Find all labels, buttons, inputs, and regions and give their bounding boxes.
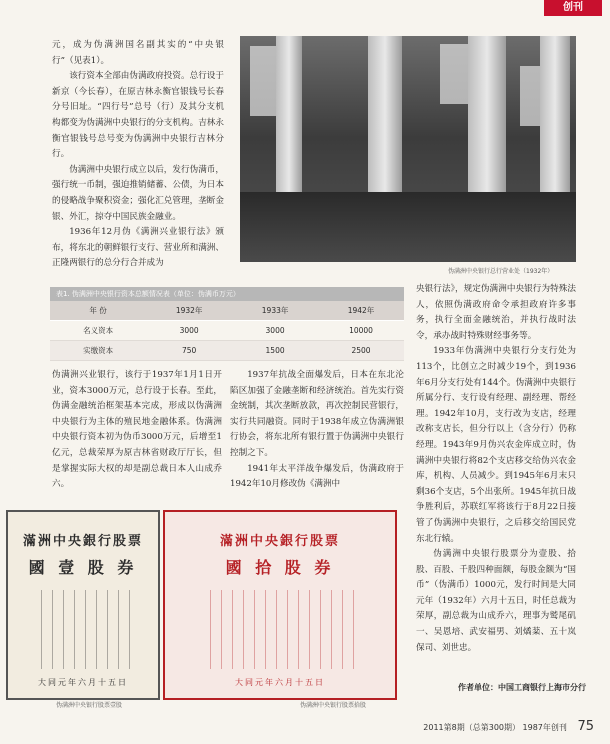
- table-row: [50, 321, 404, 341]
- paragraph: 1941年太平洋战争爆发后，伪满政府于1942年10月修改伪《满洲中: [230, 463, 404, 490]
- right-column: [416, 282, 576, 656]
- share-certificate-one: [6, 510, 160, 700]
- paragraph: 伪满洲中央银行成立以后，发行伪满币，强行统一币制，强迫推销储蓄、公债，为日本的侵略战争聚积资金；强化汇兑管理，垄断金银、外汇，掠夺中国民族金融业。: [52, 164, 224, 222]
- table-cell: 10000: [318, 321, 404, 341]
- author-text: 作者单位：中国工商银行上海市分行: [458, 683, 586, 692]
- cert-title: 國 拾 股 券: [225, 558, 335, 577]
- table-header: 1933年: [232, 301, 318, 321]
- paragraph: 伪满洲中央银行股票分为壹股、拾股、百股、千股四种面额，每股金额为“国币”（伪满币）1000元，发行时间是大同元年（1932年）六月十五日，时任总裁为荣厚，副总裁为山成乔六，理事为鹫尾矶一、吴恩培、武安福男、刘燏棻、五十岚保司、刘世忠。: [416, 549, 576, 653]
- photo-caption: 伪满洲中央银行总行营业处（1932年）: [448, 268, 554, 275]
- page-footer: [423, 719, 594, 734]
- capital-table: [50, 287, 404, 361]
- cert-date: 大同元年六月十五日: [235, 678, 325, 687]
- table-cell: 实缴资本: [50, 341, 146, 361]
- paragraph: 1936年12月伪《满洲兴业银行法》颁布，将东北的朝鲜银行支行、营业所和满洲、正隆两银行的总分行合并成为: [52, 227, 224, 269]
- author-affiliation: [458, 682, 586, 693]
- left-column: [52, 38, 224, 272]
- table-header: 1942年: [318, 301, 404, 321]
- cert-banner: 滿洲中央銀行股票: [219, 534, 340, 549]
- paragraph: 1937年抗战全面爆发后，日本在东北沦陷区加强了金融垄断和经济统治。首先实行资金统制，其次垄断放款，再次控制民营银行，实行共同融资。同时于1938年成立伪满洲银行协会，将东北所有银行置于伪满洲中央银行控制之下。: [230, 370, 404, 458]
- table-cell: 1500: [232, 341, 318, 361]
- table-row: [50, 341, 404, 361]
- cert-banner: 滿洲中央銀行股票: [22, 534, 143, 549]
- share-certificate-ten: [163, 510, 397, 700]
- paragraph: 该行资本全部由伪满政府投资。总行设于新京（今长春），在原吉林永衡官银钱号长春分号旧址。“四行号”总号（行）及其分支机构都变为伪满洲中央银行的分支机构。吉林永衡官银钱号总号变为伪满洲中央银行吉林分行。: [52, 71, 224, 160]
- paragraph: 伪满洲兴业银行，该行于1937年1月1日开业，资本3000万元，总行设于长春。至此，伪满金融统治框架基本完成，形成以伪满洲中央银行为主体的殖民地金融体系。伪满洲中央银行资本初为伪币3000万元，后增至1亿元，总裁荣厚为原吉林省财政厅厅长，但是掌握实际大权的却是副总裁日本人山成乔六。: [52, 370, 222, 490]
- issue-info: 2011第8期（总第300期） 1987年创刊: [423, 723, 567, 732]
- table-cell: 3000: [232, 321, 318, 341]
- paragraph: 1933年伪满洲中央银行分支行处为113个，比创立之时减少19个，到1936年6月分支行处有144个。伪满洲中央银行所属分行、支行设有经理、副经理、帮经理。1942年10月，支行改为支店，经理改称支店长，但分行以上（含分行）仍称经理。1943年9月伪兴农金库成立时，伪满洲中央银行将82个支店移交给伪兴农金库，机构、人员减少。到1945年6月末只剩36个支店，5个出张所。1945年抗日战争胜利后，苏联红军将该行于8月22日接管了伪满洲中央银行，之后移交给国民党东北行辕。: [416, 346, 576, 544]
- data-table: [50, 301, 404, 361]
- cert-caption: 伪满洲中央银行股票壹股: [56, 702, 123, 709]
- table-title: 表1. 伪满洲中央银行资本总额情况表（单位：伪满币万元）: [50, 287, 404, 301]
- mid-left-column: [52, 368, 222, 493]
- paragraph: 元，成为伪满洲国名副其实的“中央银行”（见表1）。: [52, 40, 224, 66]
- page-number: 75: [577, 719, 594, 734]
- table-cell: 750: [146, 341, 232, 361]
- table-cell: 2500: [318, 341, 404, 361]
- table-cell: 名义资本: [50, 321, 146, 341]
- bank-hall-photo: [240, 36, 576, 262]
- mid-right-column: [230, 368, 404, 493]
- corner-tab: 创刊: [544, 0, 602, 16]
- paragraph: 央银行法》，规定伪满洲中央银行为特殊法人，依照伪满政府命令承担政府许多事务，执行全面金融统治，并执行战时法令，承办战时特殊财经事务等。: [416, 284, 576, 341]
- table-cell: 3000: [146, 321, 232, 341]
- table-header: 1932年: [146, 301, 232, 321]
- cert-title: 國 壹 股 券: [28, 558, 138, 577]
- table-header: 年 份: [50, 301, 146, 321]
- cert-caption: 伪满洲中央银行股票拾股: [300, 702, 367, 709]
- cert-date: 大同元年六月十五日: [38, 678, 128, 687]
